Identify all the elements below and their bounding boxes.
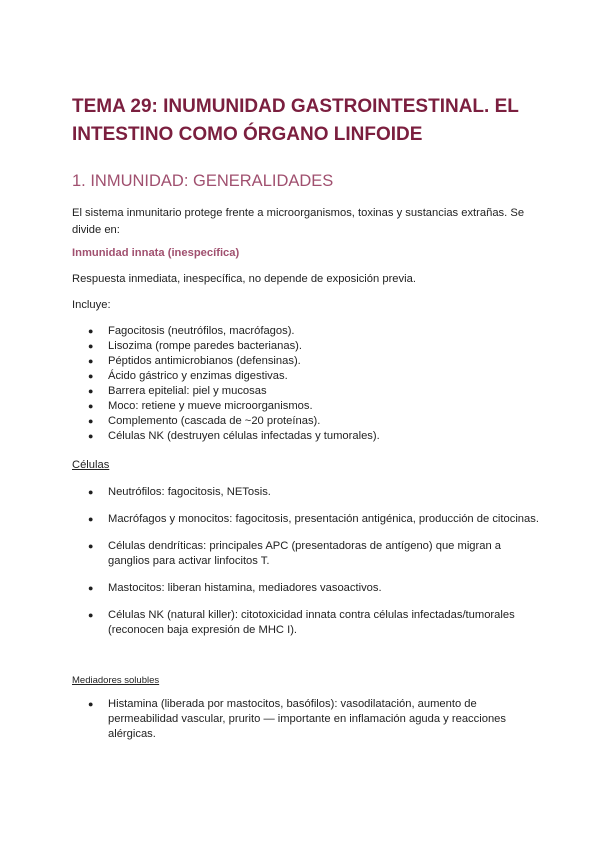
bullet-icon: ● <box>88 371 94 381</box>
list-item: ● Células NK (destruyen células infectadas y tumorales). <box>88 430 380 442</box>
includes-label: Incluye: <box>72 299 111 311</box>
bullet-icon: ● <box>88 583 94 593</box>
list-item: ● Histamina (liberada por mastocitos, basófilos): vasodilatación, aumento de permeabilidad vascular, prurito — importante en inflamación aguda y reacciones alérgicas. <box>88 698 506 740</box>
innate-list <box>72 324 542 444</box>
cells-heading: Células <box>72 459 110 471</box>
bullet-icon: ● <box>88 514 94 524</box>
bullet-icon: ● <box>88 386 94 396</box>
list-item: ● Macrófagos y monocitos: fagocitosis, presentación antigénica, producción de citocinas. <box>88 513 539 525</box>
list-item: ● Células NK (natural killer): citotoxicidad innata contra células infectadas/tumorales (reconocen baja expresión de MHC I). <box>88 609 515 636</box>
bullet-icon: ● <box>88 610 94 620</box>
bullet-icon: ● <box>88 326 94 336</box>
list-item: ● Fagocitosis (neutrófilos, macrófagos). <box>88 325 295 337</box>
list-item: ● Moco: retiene y mueve microorganismos. <box>88 400 313 412</box>
bullet-icon: ● <box>88 487 94 497</box>
innate-heading: Inmunidad innata (inespecífica) <box>72 247 240 259</box>
mediators-heading: Mediadores solubles <box>72 675 160 686</box>
bullet-icon: ● <box>88 431 94 441</box>
cells-list <box>72 485 542 650</box>
bullet-icon: ● <box>88 401 94 411</box>
list-item: ● Complemento (cascada de ~20 proteínas). <box>88 415 321 427</box>
list-item: ● Ácido gástrico y enzimas digestivas. <box>88 370 288 382</box>
list-item: ● Péptidos antimicrobianos (defensinas). <box>88 355 301 367</box>
document-title: TEMA 29: INUMUNIDAD GASTROINTESTINAL. EL INTESTINO COMO ÓRGANO LINFOIDE <box>72 96 519 145</box>
bullet-icon: ● <box>88 699 94 709</box>
bullet-icon: ● <box>88 341 94 351</box>
innate-description: Respuesta inmediata, inespecífica, no depende de exposición previa. <box>72 273 416 285</box>
list-item: ● Células dendríticas: principales APC (presentadoras de antígeno) que migran a ganglios para activar linfocitos T. <box>88 540 502 567</box>
list-item: ● Mastocitos: liberan histamina, mediadores vasoactivos. <box>88 582 382 594</box>
bullet-icon: ● <box>88 416 94 426</box>
list-item: ● Barrera epitelial: piel y mucosas <box>88 385 267 397</box>
bullet-icon: ● <box>88 356 94 366</box>
bullet-icon: ● <box>88 541 94 551</box>
section-heading: 1. INMUNIDAD: GENERALIDADES <box>72 172 334 190</box>
list-item: ● Neutrófilos: fagocitosis, NETosis. <box>88 486 271 498</box>
intro-paragraph: El sistema inmunitario protege frente a microorganismos, toxinas y sustancias extrañas. Se divide en: <box>72 207 525 236</box>
mediators-list <box>72 697 542 754</box>
list-item: ● Lisozima (rompe paredes bacterianas). <box>88 340 303 352</box>
